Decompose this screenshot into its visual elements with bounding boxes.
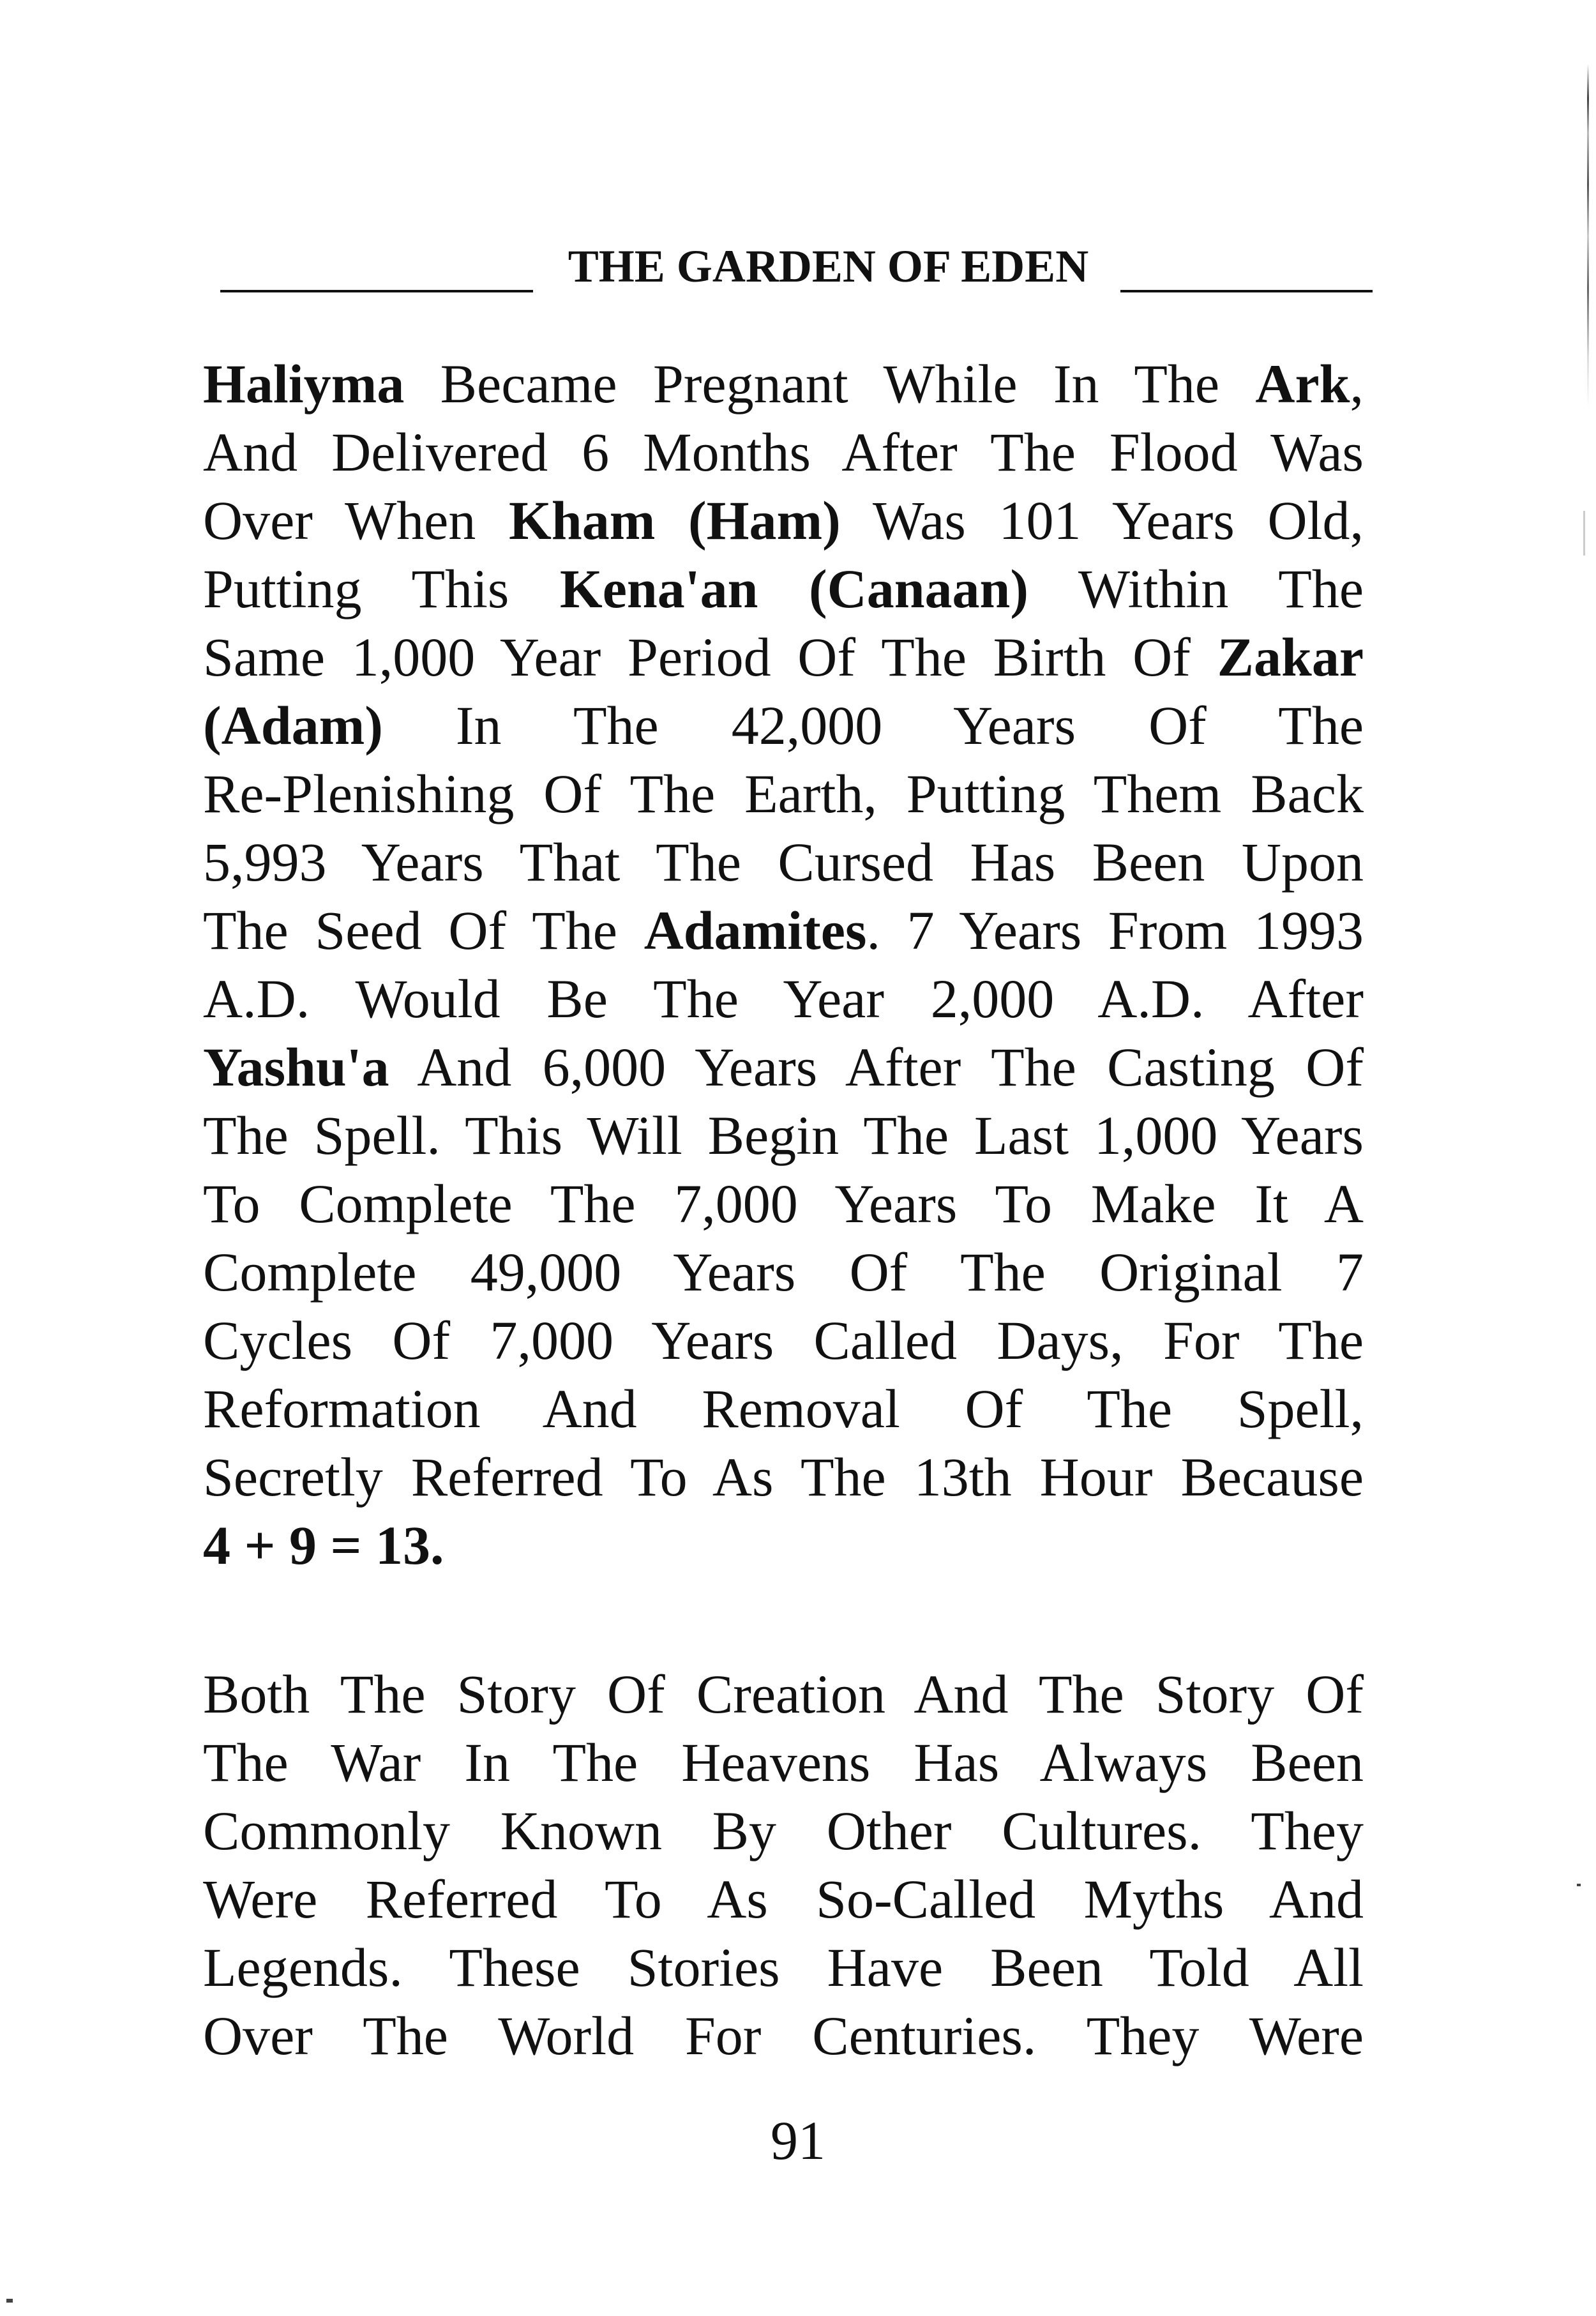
text-run: Cycles Of 7,000 Years Called Days, For The: [203, 1310, 1364, 1371]
text-line: [203, 1511, 1364, 1580]
text-line: [203, 828, 1364, 897]
text-run: Re-Plenishing Of The Earth, Putting Them Back: [203, 763, 1364, 824]
bold-term: Kena'an (Canaan): [559, 558, 1028, 619]
text-line: Commonly Known By Other Cultures. They: [203, 1800, 1364, 1861]
page-number: 91: [771, 2110, 825, 2171]
scan-speck: [1577, 1884, 1581, 1886]
text-line: [203, 897, 1364, 965]
text-run: And Delivered 6 Months After The Flood Was: [203, 421, 1364, 483]
text-line: [203, 555, 1364, 623]
text-run: And 6,000 Years After The Casting Of: [389, 1036, 1364, 1098]
text-run: Same 1,000 Year Period Of The Birth Of: [203, 626, 1217, 688]
scan-edge-mark: [1587, 64, 1589, 409]
text-line: [203, 623, 1364, 692]
text-run: The Seed Of The: [203, 900, 644, 961]
header-title: THE GARDEN OF EDEN: [568, 241, 1089, 292]
text-run: Within The: [1028, 558, 1364, 619]
text-line: Over The World For Centuries. They Were: [203, 2005, 1364, 2066]
text-run: Reformation And Removal Of The Spell,: [203, 1378, 1364, 1439]
text-line: [203, 760, 1364, 828]
text-run: Became Pregnant While In The: [404, 353, 1256, 414]
paragraph-1: [203, 350, 1364, 1580]
text-line: [203, 1443, 1364, 1511]
text-run: In The 42,000 Years Of The: [382, 695, 1364, 756]
text-line: Were Referred To As So-Called Myths And: [203, 1868, 1364, 1930]
text-run: . 7 Years From 1993: [866, 900, 1364, 961]
header-rule-left: [220, 290, 533, 292]
scan-speck: [1583, 511, 1585, 556]
text-line: [203, 350, 1364, 418]
bold-equation: 4 + 9 = 13.: [203, 1515, 444, 1576]
text-run: Putting This: [203, 558, 560, 619]
text-line: [203, 965, 1364, 1033]
bold-term: (Adam): [203, 695, 383, 756]
text-line: Legends. These Stories Have Been Told All: [203, 1937, 1364, 1998]
text-line: Both The Story Of Creation And The Story Of: [203, 1663, 1364, 1725]
bold-term: Ark: [1255, 353, 1350, 414]
text-run: Complete 49,000 Years Of The Original 7: [203, 1241, 1364, 1303]
text-line: [203, 418, 1364, 487]
paragraph-2: [203, 1660, 1364, 2070]
text-run: Secretly Referred To As The 13th Hour Because: [203, 1446, 1364, 1508]
bold-term: Haliyma: [203, 353, 405, 414]
running-header: [220, 238, 1373, 295]
text-line: [203, 1238, 1364, 1306]
text-line: [203, 1375, 1364, 1443]
text-run: Was 101 Years Old,: [840, 490, 1364, 551]
bold-term: Yashu'a: [203, 1036, 389, 1098]
header-rule-right: [1120, 290, 1373, 292]
text-line: [203, 1170, 1364, 1238]
bold-term: Zakar: [1217, 626, 1364, 688]
bold-term: Adamites: [644, 900, 867, 961]
text-run: A.D. Would Be The Year 2,000 A.D. After: [203, 968, 1364, 1029]
text-line: [203, 692, 1364, 760]
scan-speck: [6, 2299, 13, 2303]
text-line: [203, 1306, 1364, 1375]
text-line: [203, 487, 1364, 555]
text-line: The War In The Heavens Has Always Been: [203, 1732, 1364, 1793]
text-run: The Spell. This Will Begin The Last 1,000 Years: [203, 1105, 1364, 1166]
text-line: [203, 1033, 1364, 1101]
bold-term: Kham (Ham): [509, 490, 841, 551]
text-run: 5,993 Years That The Cursed Has Been Upon: [203, 831, 1364, 893]
text-run: Over When: [203, 490, 509, 551]
text-run: To Complete The 7,000 Years To Make It A: [203, 1173, 1364, 1234]
text-line: [203, 1101, 1364, 1170]
text-run: ,: [1350, 353, 1364, 414]
